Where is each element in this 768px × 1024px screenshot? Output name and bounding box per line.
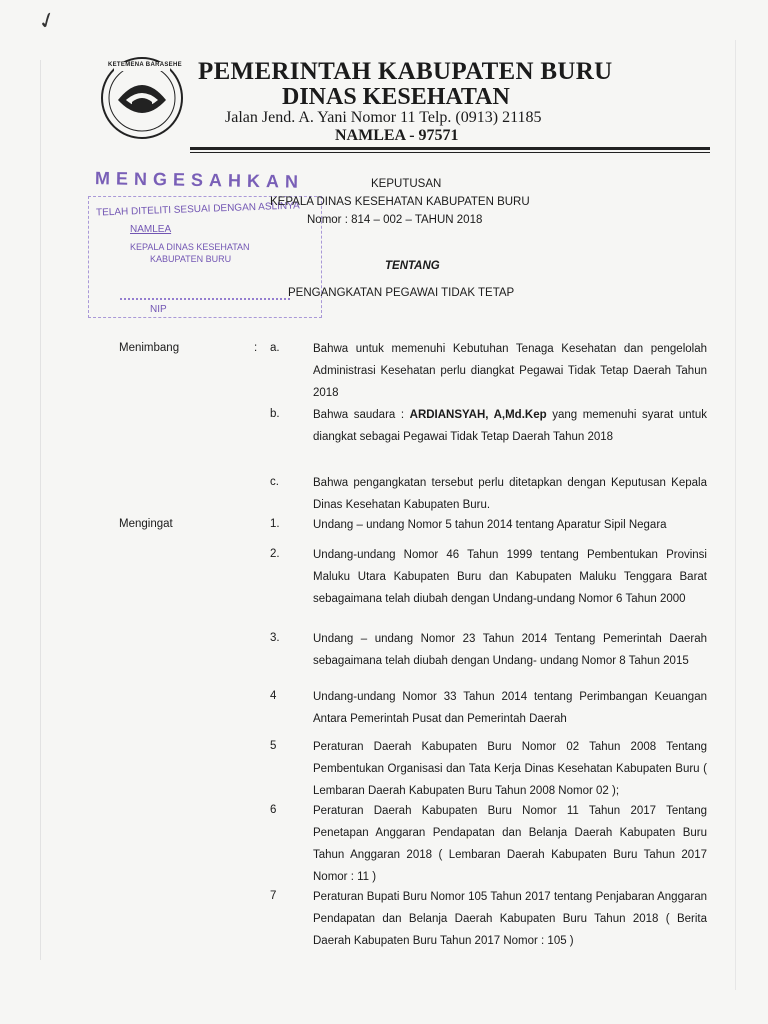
- decision-subject: PENGANGKATAN PEGAWAI TIDAK TETAP: [288, 287, 515, 299]
- section-colon: :: [254, 342, 258, 354]
- mengingat-item-2: Undang-undang Nomor 46 Tahun 1999 tentang Pembentukan Provinsi Maluku Utara Kabupaten Buru dan Kabupaten Maluku Tenggara Barat sebagaimana telah diubah dengan Undang-undang Nomor 6 Tahun 2000: [313, 549, 707, 605]
- stamp-line: NAMLEA: [130, 224, 172, 235]
- item-mark: 4: [270, 690, 277, 702]
- letterhead-rule: [190, 147, 710, 150]
- scan-artifact: [735, 40, 736, 990]
- item-mark: 5: [270, 740, 277, 752]
- item-mark: b.: [270, 408, 280, 420]
- logo-caption: KETEMENA BARASEHE: [108, 62, 182, 68]
- decision-title: KEPUTUSAN: [371, 178, 442, 190]
- decision-tentang: TENTANG: [385, 260, 440, 272]
- mengingat-item-1: Undang – undang Nomor 5 tahun 2014 tentang Aparatur Sipil Negara: [313, 519, 667, 531]
- scan-artifact: [40, 60, 41, 960]
- letterhead-rule-thin: [190, 152, 710, 153]
- regency-logo-icon: [100, 56, 184, 140]
- item-mark: 7: [270, 890, 277, 902]
- decision-number: Nomor : 814 – 002 – TAHUN 2018: [307, 214, 483, 226]
- mengingat-item-3: Undang – undang Nomor 23 Tahun 2014 Tentang Pemerintah Daerah sebagaimana telah diubah dengan Undang- undang Nomor 8 Tahun 2015: [313, 633, 707, 667]
- item-b-post: yang memenuhi syarat untuk diangkat sebagai Pegawai Tidak Tetap Daerah Tahun 2018: [313, 409, 707, 443]
- item-mark: 3.: [270, 632, 280, 644]
- stamp-signature-line: [120, 298, 290, 300]
- menimbang-item-a: Bahwa untuk memenuhi Kebutuhan Tenaga Kesehatan dan pengelolah Administrasi Kesehatan perlu diangkat Pegawai Tidak Tetap Daerah Tahun 2018: [313, 343, 707, 399]
- stamp-line: TELAH DITELITI SESUAI DENGAN ASLINYA: [95, 200, 300, 219]
- item-mark: c.: [270, 476, 279, 488]
- stamp-line: KABUPATEN BURU: [150, 254, 232, 264]
- mengingat-item-6: Peraturan Daerah Kabupaten Buru Nomor 11 Tahun 2017 Tentang Penetapan Anggaran Pendapatan dan Belanja Daerah Kabupaten Buru Tahun Anggaran 2018 ( Lembaran Daerah Kabupaten Buru Tahun 2017 Nomor : 11 ): [313, 805, 707, 883]
- handwritten-mark: ✓: [34, 5, 60, 36]
- appointee-name: ARDIANSYAH, A,Md.Kep: [409, 409, 547, 421]
- item-b-pre: Bahwa saudara :: [313, 409, 410, 421]
- letterhead-address: Jalan Jend. A. Yani Nomor 11 Telp. (0913) 21185: [225, 109, 542, 126]
- letterhead-title: PEMERINTAH KABUPATEN BURU: [198, 58, 613, 85]
- item-mark: 1.: [270, 518, 280, 530]
- letterhead-subtitle: DINAS KESEHATAN: [282, 84, 510, 110]
- mengingat-item-7: Peraturan Bupati Buru Nomor 105 Tahun 2017 tentang Penjabaran Anggaran Pendapatan dan Belanja Daerah Kabupaten Buru Tahun 2018 ( Berita Daerah Kabupaten Buru Tahun 2017 Nomor : 105 ): [313, 891, 707, 947]
- menimbang-item-b: [313, 404, 707, 448]
- decision-issuer: KEPALA DINAS KESEHATAN KABUPATEN BURU: [270, 196, 530, 208]
- item-mark: a.: [270, 342, 280, 354]
- section-label-mengingat: Mengingat: [119, 518, 173, 530]
- section-label-menimbang: Menimbang: [119, 342, 180, 354]
- stamp-line: NIP: [150, 304, 167, 315]
- mengingat-item-5: Peraturan Daerah Kabupaten Buru Nomor 02 Tahun 2008 Tentang Pembentukan Organisasi dan Tata Kerja Dinas Kesehatan Kabupaten Buru ( Lembaran Daerah Kabupaten Buru Tahun 2008 Nomor 02 );: [313, 741, 707, 797]
- stamp-line: KEPALA DINAS KESEHATAN: [130, 242, 250, 252]
- stamp-title: MENGESAHKAN: [94, 168, 305, 192]
- mengingat-item-4: Undang-undang Nomor 33 Tahun 2014 tentang Perimbangan Keuangan Antara Pemerintah Pusat dan Pemerintah Daerah: [313, 691, 707, 725]
- item-mark: 6: [270, 804, 277, 816]
- item-mark: 2.: [270, 548, 280, 560]
- letterhead-city: NAMLEA - 97571: [335, 127, 459, 144]
- menimbang-item-c: Bahwa pengangkatan tersebut perlu ditetapkan dengan Keputusan Kepala Dinas Kesehatan Kabupaten Buru.: [313, 477, 707, 511]
